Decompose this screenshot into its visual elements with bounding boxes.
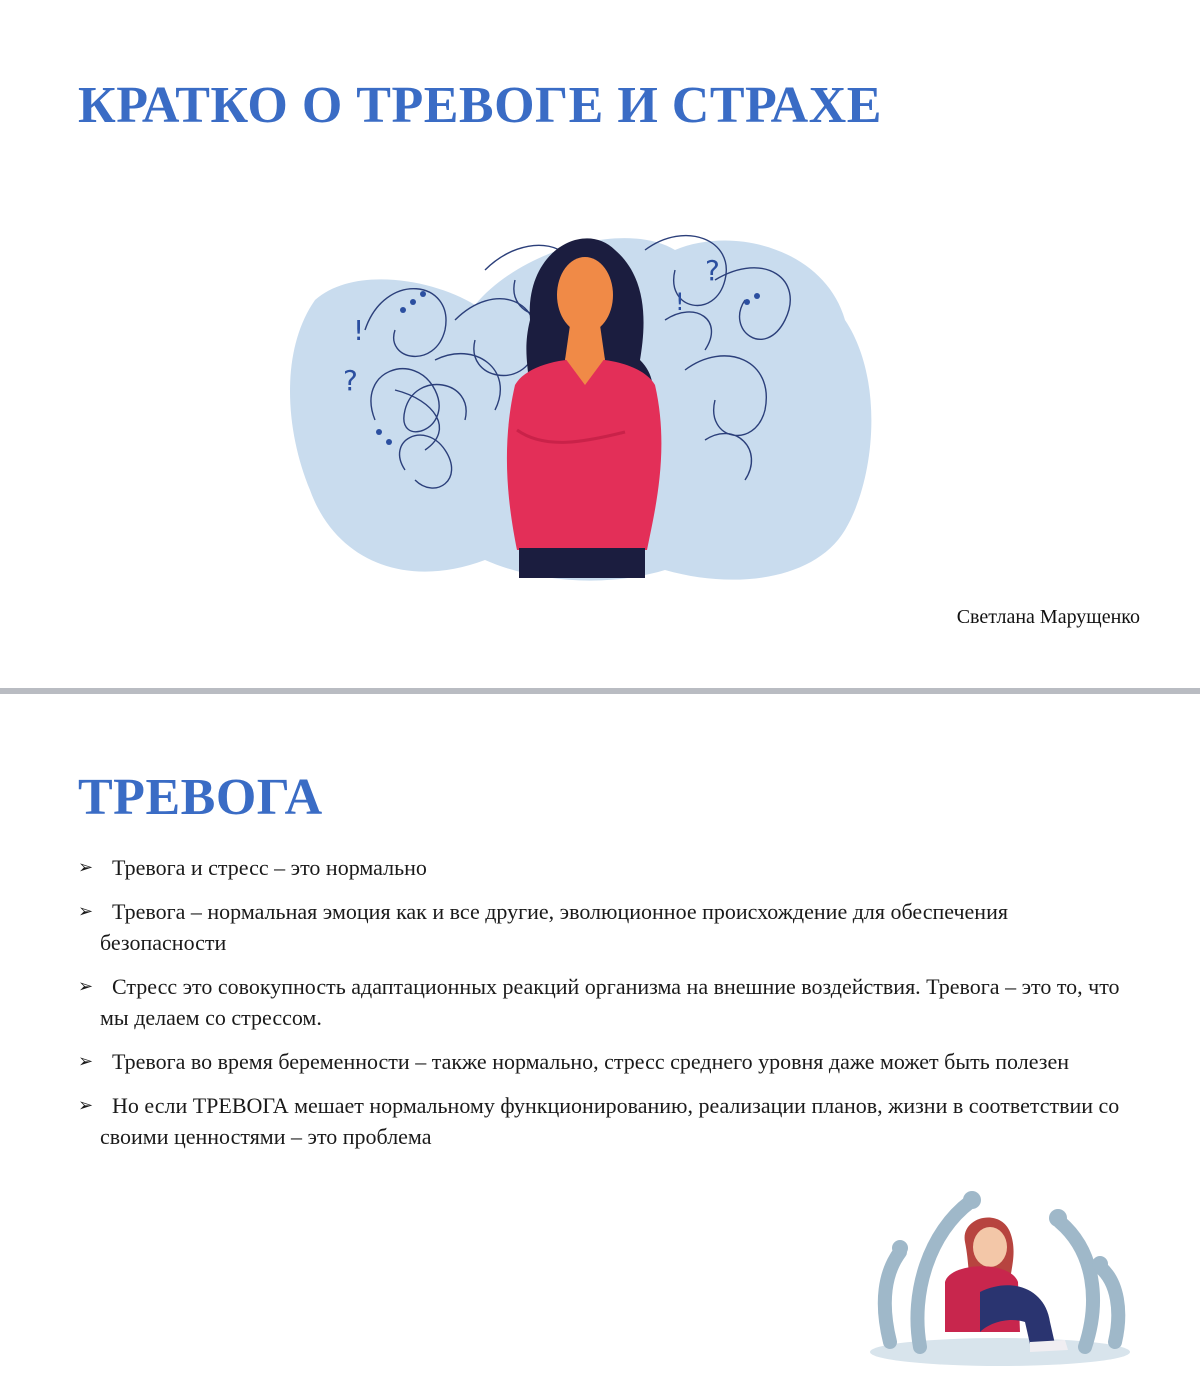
slide-title: ТРЕВОГА	[78, 769, 323, 826]
sitting-woman	[945, 1218, 1068, 1352]
svg-text:!: !	[675, 288, 685, 316]
bullet-text: Тревога – нормальная эмоция как и все другие, эволюционное происхождение для обеспечения безопасности	[100, 899, 1008, 955]
slide-title: КРАТКО О ТРЕВОГЕ И СТРАХЕ	[78, 77, 882, 134]
list-item	[78, 1046, 1138, 1077]
list-item	[78, 1090, 1138, 1152]
arrowhead-bullet-icon: ➢	[78, 976, 94, 997]
scared-woman-illustration	[860, 1172, 1140, 1372]
author-name: Светлана Марущенко	[956, 606, 1140, 628]
arrowhead-bullet-icon: ➢	[78, 901, 94, 922]
list-item	[78, 896, 1138, 958]
anxious-woman-illustration	[285, 210, 885, 590]
bullet-text: Стресс это совокупность адаптационных реакций организма на внешние воздействия. Тревога – это то, что мы делаем со стрессом.	[100, 974, 1120, 1030]
svg-text:?: ?	[705, 254, 720, 287]
list-item	[78, 852, 1138, 883]
svg-text:!: !	[353, 314, 365, 347]
bullet-text: Тревога во время беременности – также нормально, стресс среднего уровня даже может быть полезен	[112, 1049, 1070, 1074]
arrowhead-bullet-icon: ➢	[78, 1051, 94, 1072]
slide-title-page	[0, 0, 1200, 688]
svg-text:?: ?	[343, 364, 358, 397]
arrowhead-bullet-icon: ➢	[78, 857, 94, 878]
bullet-text: Тревога и стресс – это нормально	[112, 855, 427, 880]
list-item	[78, 971, 1138, 1033]
arrowhead-bullet-icon: ➢	[78, 1095, 94, 1116]
slide-anxiety	[0, 694, 1200, 1380]
bullet-text: Но если ТРЕВОГА мешает нормальному функционированию, реализации планов, жизни в соответствии со своими ценностями – это проблема	[100, 1093, 1120, 1149]
bullet-list	[78, 852, 1138, 1165]
